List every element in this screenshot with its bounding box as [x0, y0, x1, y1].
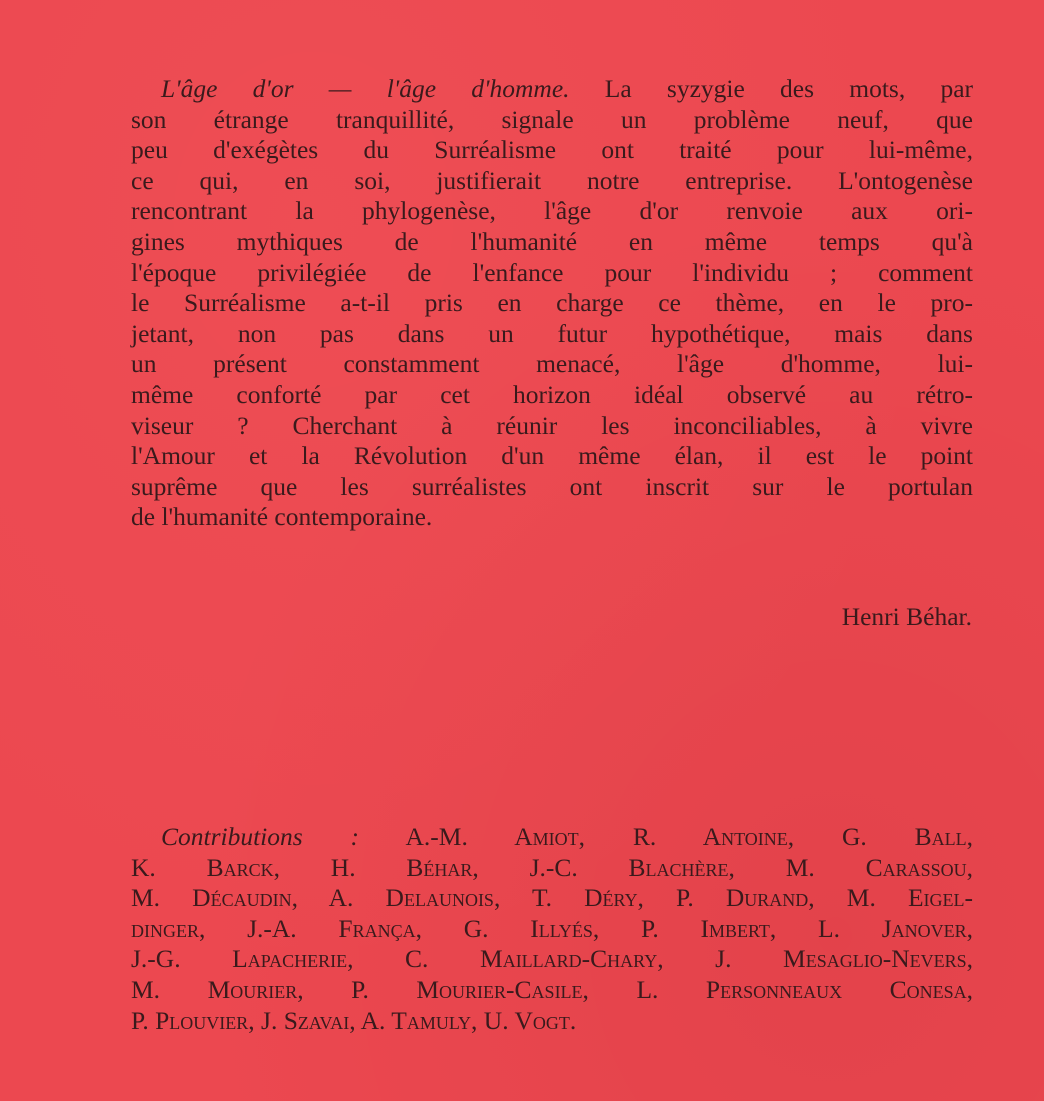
abstract-line: rencontrant la phylogenèse, l'âge d'or renvoie aux ori-: [131, 196, 973, 226]
contributions-line: M. Décaudin, A. Delaunois, T. Déry, P. Durand, M. Eigel-: [131, 883, 973, 913]
contributions-line1-rest: A.-M. Amiot, R. Antoine, G. Ball,: [359, 822, 974, 851]
abstract-line: l'époque privilégiée de l'enfance pour l'individu ; comment: [131, 257, 973, 287]
contributions-line: dinger, J.-A. França, G. Illyés, P. Imbert, L. Janover,: [131, 913, 973, 943]
abstract-paragraph: [131, 74, 973, 533]
abstract-line: le Surréalisme a-t-il pris en charge ce thème, en le pro-: [131, 288, 973, 318]
abstract-line: l'Amour et la Révolution d'un même élan, il est le point: [131, 441, 973, 471]
abstract-line: même conforté par cet horizon idéal observé au rétro-: [131, 379, 973, 409]
abstract-line: suprême que les surréalistes ont inscrit sur le portulan: [131, 471, 973, 501]
contributions-label: Contributions :: [161, 822, 360, 851]
abstract-line: [131, 74, 973, 105]
contributions-line: J.-G. Lapacherie, C. Maillard-Chary, J. Mesaglio-Nevers,: [131, 944, 973, 974]
contributions-line: K. Barck, H. Béhar, J.-C. Blachère, M. Carassou,: [131, 852, 973, 882]
contributions-paragraph: [131, 822, 973, 1036]
contributions-line: M. Mourier, P. Mourier-Casile, L. Personneaux Conesa,: [131, 974, 973, 1004]
abstract-line: son étrange tranquillité, signale un problème neuf, que: [131, 104, 973, 134]
abstract-line: ce qui, en soi, justifierait notre entreprise. L'ontogenèse: [131, 165, 973, 195]
abstract-line: de l'humanité contemporaine.: [131, 502, 433, 532]
abstract-line: peu d'exégètes du Surréalisme ont traité pour lui-même,: [131, 135, 973, 165]
abstract-line: jetant, non pas dans un futur hypothétique, mais dans: [131, 318, 973, 348]
abstract-line: viseur ? Cherchant à réunir les inconciliables, à vivre: [131, 410, 973, 440]
abstract-line1-rest: La syzygie des mots, par: [569, 74, 974, 103]
abstract-lead-italic: L'âge d'or — l'âge d'homme.: [161, 74, 570, 103]
abstract-line: gines mythiques de l'humanité en même temps qu'à: [131, 226, 973, 256]
contributions-line: [131, 822, 973, 853]
contributions-line: P. Plouvier, J. Szavai, A. Tamuly, U. Vogt.: [131, 1005, 577, 1035]
abstract-line: un présent constamment menacé, l'âge d'homme, lui-: [131, 349, 973, 379]
author-signature: Henri Béhar.: [841, 602, 972, 631]
